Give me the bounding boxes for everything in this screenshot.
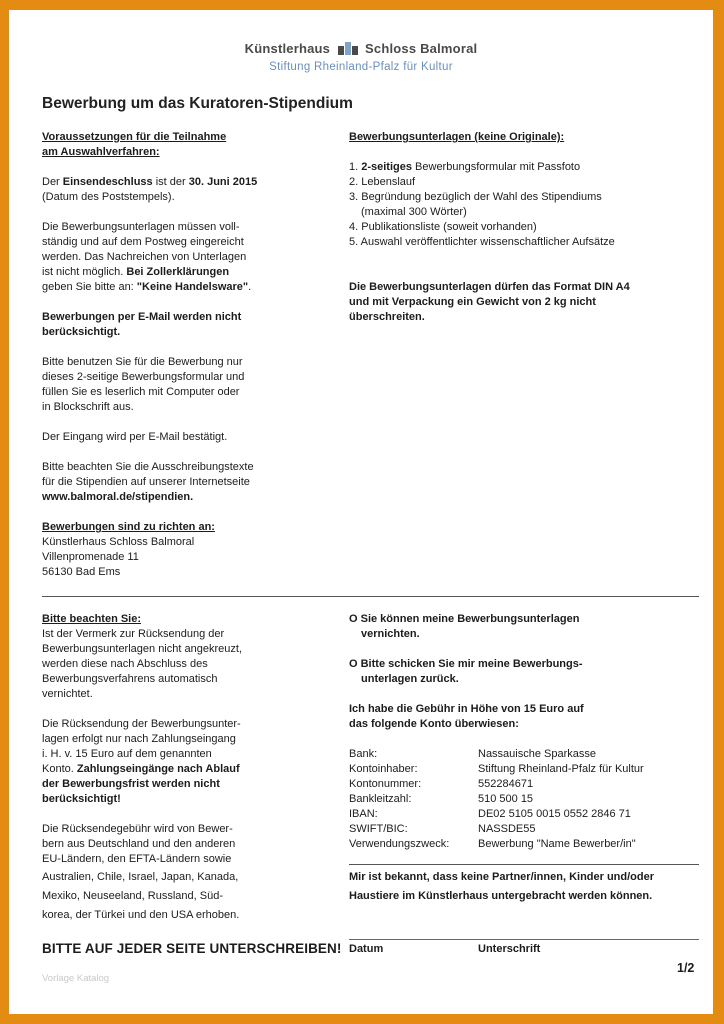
address-line: Villenpromenade 11: [42, 551, 139, 563]
documents-list-item: 2. Lebenslauf: [349, 176, 416, 188]
return-fee-warning: berücksichtigt!: [42, 793, 121, 805]
documents-list-item: 5. Auswahl veröffentlichter wissenschaftlicher Aufsätze: [349, 236, 615, 248]
section-divider: [42, 596, 699, 597]
fee-countries-text: EU-Ländern, den EFTA-Ländern sowie: [42, 853, 232, 865]
form-instructions: in Blockschrift aus.: [42, 401, 134, 413]
logo-subtitle: Stiftung Rheinland-Pfalz für Kultur: [269, 61, 453, 73]
page-number: 1/2: [677, 961, 695, 975]
documents-heading: Bewerbungsunterlagen (keine Originale):: [349, 131, 565, 143]
fee-statement: das folgende Konto überwiesen:: [349, 718, 519, 730]
bank-row: Kontonummer: 552284671: [349, 778, 534, 790]
sign-notice: BITTE AUF JEDER SEITE UNTERSCHREIBEN!: [42, 941, 342, 956]
return-notice-text: Ist der Vermerk zur Rücksendung der: [42, 628, 225, 640]
documents-column: [349, 130, 689, 325]
return-options-column: [349, 612, 699, 732]
castle-logo-icon: [338, 42, 358, 55]
logo: [9, 40, 713, 58]
format-notice: und mit Verpackung ein Gewicht von 2 kg nicht: [349, 296, 596, 308]
return-fee-text: lagen erfolgt nur nach Zahlungseingang: [42, 733, 236, 745]
logo-name-part2: Schloss Balmoral: [365, 41, 478, 56]
document-page: [9, 10, 713, 1014]
requirements-heading-2: am Auswahlverfahren:: [42, 146, 160, 158]
completeness-text: ist nicht möglich. Bei Zollerklärungen: [42, 266, 230, 278]
bank-row: SWIFT/BIC: NASSDE55: [349, 823, 536, 835]
signature-line: [349, 939, 699, 940]
logo-name-part1: Künstlerhaus: [244, 41, 331, 56]
return-notice-text: Bewerbungsverfahrens automatisch: [42, 673, 218, 685]
return-fee-text: Konto. Zahlungseingänge nach Ablauf: [42, 763, 240, 775]
residence-notice-text: Haustiere im Künstlerhaus untergebracht werden können.: [349, 890, 653, 902]
bank-row: Bank: Nassauische Sparkasse: [349, 748, 597, 760]
notice-text: Bitte beachten Sie die Ausschreibungstexte: [42, 461, 254, 473]
return-notice-text: vernichtet.: [42, 688, 93, 700]
completeness-text: Die Bewerbungsunterlagen müssen voll-: [42, 221, 240, 233]
residence-notice: [349, 868, 704, 906]
fee-countries-text: Australien, Chile, Israel, Japan, Kanada,: [42, 871, 239, 883]
requirements-heading: Voraussetzungen für die Teilnahme: [42, 131, 227, 143]
bank-row: IBAN: DE02 5105 0015 0552 2846 71: [349, 808, 631, 820]
receipt-confirmation: Der Eingang wird per E-Mail bestätigt.: [42, 431, 228, 443]
deadline-line: Der Einsendeschluss ist der 30. Juni 2015: [42, 176, 258, 188]
section-divider: [349, 864, 699, 865]
form-instructions: dieses 2-seitige Bewerbungsformular und: [42, 371, 245, 383]
fee-countries-text: Die Rücksendegebühr wird von Bewer-: [42, 823, 233, 835]
address-line: 56130 Bad Ems: [42, 566, 121, 578]
fee-countries-text: korea, der Türkei und den USA erhoben.: [42, 909, 240, 921]
return-notice-text: Bewerbungsunterlagen nicht angekreuzt,: [42, 643, 242, 655]
return-fee-text: Die Rücksendung der Bewerbungsunter-: [42, 718, 241, 730]
return-fee-text: i. H. v. 15 Euro auf dem genannten: [42, 748, 212, 760]
return-notice-column: [42, 612, 312, 925]
fee-countries-text: bern aus Deutschland und den anderen: [42, 838, 236, 850]
fee-countries-text: Mexiko, Neuseeland, Russland, Süd-: [42, 890, 223, 902]
bank-row: Verwendungszweck: Bewerbung "Name Bewerber/in": [349, 838, 636, 850]
fee-statement: Ich habe die Gebühr in Höhe von 15 Euro auf: [349, 703, 584, 715]
address-line: Künstlerhaus Schloss Balmoral: [42, 536, 195, 548]
watermark: Vorlage Katalog: [42, 973, 110, 984]
option-return-checkbox[interactable]: O Bitte schicken Sie mir meine Bewerbungs-: [349, 658, 583, 670]
signature-label: Unterschrift: [478, 943, 541, 955]
documents-list-item: 3. Begründung bezüglich der Wahl des Stipendiums: [349, 191, 602, 203]
deadline-note: (Datum des Poststempels).: [42, 191, 175, 203]
completeness-text: ständig und auf dem Postweg eingereicht: [42, 236, 244, 248]
option-return-label: unterlagen zurück.: [361, 673, 459, 685]
notice-text: für die Stipendien auf unserer Internetseite: [42, 476, 250, 488]
email-warning: Bewerbungen per E-Mail werden nicht: [42, 311, 242, 323]
page-title: Bewerbung um das Kuratoren-Stipendium: [42, 95, 353, 112]
bank-row: Bankleitzahl: 510 500 15: [349, 793, 534, 805]
return-notice-text: werden diese nach Abschluss des: [42, 658, 208, 670]
documents-list-item: 4. Publikationsliste (soweit vorhanden): [349, 221, 537, 233]
email-warning: berücksichtigt.: [42, 326, 121, 338]
option-destroy-checkbox[interactable]: O Sie können meine Bewerbungsunterlagen: [349, 613, 580, 625]
requirements-column: [42, 130, 302, 580]
completeness-text: werden. Das Nachreichen von Unterlagen: [42, 251, 247, 263]
residence-notice-text: Mir ist bekannt, dass keine Partner/innen, Kinder und/oder: [349, 871, 655, 883]
bank-row: Kontoinhaber: Stiftung Rheinland-Pfalz für Kultur: [349, 763, 644, 775]
documents-list-item: (maximal 300 Wörter): [361, 206, 467, 218]
form-instructions: füllen Sie es leserlich mit Computer oder: [42, 386, 240, 398]
documents-list-item: 1. 2-seitiges Bewerbungsformular mit Passfoto: [349, 161, 581, 173]
customs-text: geben Sie bitte an: "Keine Handelsware".: [42, 281, 252, 293]
website-link[interactable]: www.balmoral.de/stipendien.: [42, 491, 194, 503]
format-notice: überschreiten.: [349, 311, 425, 323]
form-instructions: Bitte benutzen Sie für die Bewerbung nur: [42, 356, 243, 368]
option-destroy-label: vernichten.: [361, 628, 420, 640]
return-fee-warning: der Bewerbungsfrist werden nicht: [42, 778, 220, 790]
address-heading: Bewerbungen sind zu richten an:: [42, 521, 215, 533]
return-notice-heading: Bitte beachten Sie:: [42, 613, 142, 625]
format-notice: Die Bewerbungsunterlagen dürfen das Format DIN A4: [349, 281, 630, 293]
date-label: Datum: [349, 943, 384, 955]
bank-details-table: [349, 747, 699, 852]
